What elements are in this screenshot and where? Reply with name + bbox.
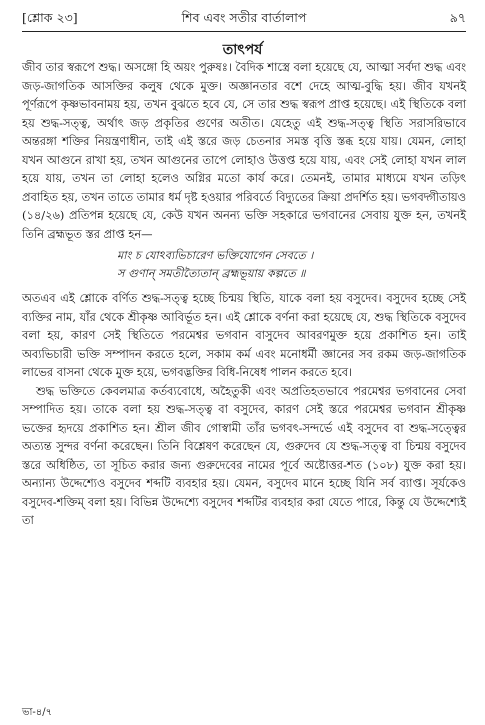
page-header [22, 10, 466, 28]
chapter-title: শিব এবং সতীর বার্তালাপ [181, 10, 307, 25]
verse-reference: [শ্লোক ২৩] [22, 10, 78, 25]
verse-line: মাং চ যোঽব্যভিচারেণ ভক্তিযোগেন সেবতে । [117, 249, 314, 262]
body-text [22, 58, 466, 530]
page-number: ৯৭ [449, 10, 466, 25]
header-rule [22, 31, 466, 32]
paragraph: শুদ্ধ ভক্তিতে কেবলমাত্র কর্তব্যবোধে, অহৈতুকী এবং অপ্রতিহতভাবে পরমেশ্বর ভগবানের সেবা সম্পাদিত হয়। তাকে বলা হয় শুদ্ধ-সত্ত্ব বা বসুদেব, কারণ সেই স্তরে পরমেশ্বর ভগবান শ্রীকৃষ্ণ ভক্তের হৃদয়ে প্রকাশিত হন। শ্রীল জীব গোস্বামী তাঁর ভগবৎ-সন্দর্ভে এই বসুদেব বা শুদ্ধ-সত্ত্বের অত্যন্ত সুন্দর বর্ণনা করেছেন। তিনি বিশ্লেষণ করেছেন যে, গুরুদেব যে শুদ্ধ-সত্ত্ব বা চিন্ময় বসুদেব স্তরে অধিষ্ঠিত, তা সূচিত করার জন্য গুরুদেবের নামের পূর্বে অষ্টোত্তর-শত (১০৮) যুক্ত করা হয়। অন্যান্য উদ্দেশ্যেও বসুদেব শব্দটি ব্যবহার হয়। যেমন, বসুদেব মানে হচ্ছে যিনি সর্ব ব্যাপ্ত। সূর্যকেও বসুদেব-শক্তিম্ বলা হয়। বিভিন্ন উদ্দেশ্যে বসুদেব শব্দটির ব্যবহার করা যেতে পারে, কিন্তু যে উদ্দেশ্যেই তা [22, 383, 466, 527]
verse-line: স গুণান্ সমতীত্যৈতান্ ব্রহ্মভূয়ায় কল্পতে ॥ [117, 267, 306, 280]
verse-block [22, 247, 466, 283]
footer-signature: ভা-৪/৭ [22, 707, 53, 718]
section-heading: তাৎপর্য [222, 42, 263, 58]
paragraph: জীব তার স্বরূপে শুদ্ধ। অসঙ্গো হি অয়ং পুরুষঃ। বৈদিক শাস্ত্রে বলা হয়েছে যে, আত্মা সর্বদা শুদ্ধ এবং জড়-জাগতিক আসক্তির কলুষ থেকে মুক্ত। অজ্ঞানতার বশে দেহে আত্ম-বুদ্ধি হয়। জীব যখনই পূর্ণরূপে কৃষ্ণভাবনাময় হয়, তখন বুঝতে হবে যে, সে তার শুদ্ধ স্বরূপ প্রাপ্ত হয়েছে। এই স্থিতিকে বলা হয় শুদ্ধ-সত্ত্ব, অর্থাৎ জড় প্রকৃতির গুণের অতীত। যেহেতু এই শুদ্ধ-সত্ত্ব স্থিতি সরাসরিভাবে অন্তরঙ্গা শক্তির নিয়ন্ত্রণাধীন, তাই এই স্তরে জড় চেতনার সমস্ত বৃত্তি স্তব্ধ হয়ে যায়। যেমন, লোহা যখন আগুনে রাখা হয়, তখন আগুনের তাপে লোহাও উত্তপ্ত হয়ে যায়, এবং সেই লোহা যখন লাল হয়ে যায়, তখন তা লোহা হলেও অগ্নির মতো কার্য করে। তেমনই, তামার মাধ্যমে যখন তড়িৎ প্রবাহিত হয়, তখন তাতে তামার ধর্ম দৃষ্ট হওয়ার পরিবর্তে বিদ্যুতের ক্রিয়া প্রদর্শিত হয়। ভগবদ্গীতায়ও (১৪/২৬) প্রতিপন্ন হয়েছে যে, কেউ যখন অনন্য ভক্তি সহকারে ভগবানের সেবায় যুক্ত হন, তখনই তিনি ব্রহ্মভূত স্তর প্রাপ্ত হন— [22, 60, 466, 241]
paragraph: অতএব এই শ্লোকে বর্ণিত শুদ্ধ-সত্ত্ব হচ্ছে চিন্ময় স্থিতি, যাকে বলা হয় বসুদেব। বসুদেব হচ্ছে সেই ব্যক্তির নাম, যাঁর থেকে শ্রীকৃষ্ণ আবির্ভূত হন। এই শ্লোকে বর্ণনা করা হয়েছে যে, শুদ্ধ স্থিতিকে বসুদেব বলা হয়, কারণ সেই স্থিতিতে পরমেশ্বর ভগবান বাসুদেব আবরণমুক্ত হয়ে প্রকাশিত হন। তাই অব্যভিচারী ভক্তি সম্পাদন করতে হলে, সকাম কর্ম এবং মনোধর্মী জ্ঞানের সব রকম জড়-জাগতিক লাভের বাসনা থেকে মুক্ত হয়ে, ভগবদ্ভক্তির বিধি-নিষেধ পালন করতে হবে। [22, 291, 466, 379]
